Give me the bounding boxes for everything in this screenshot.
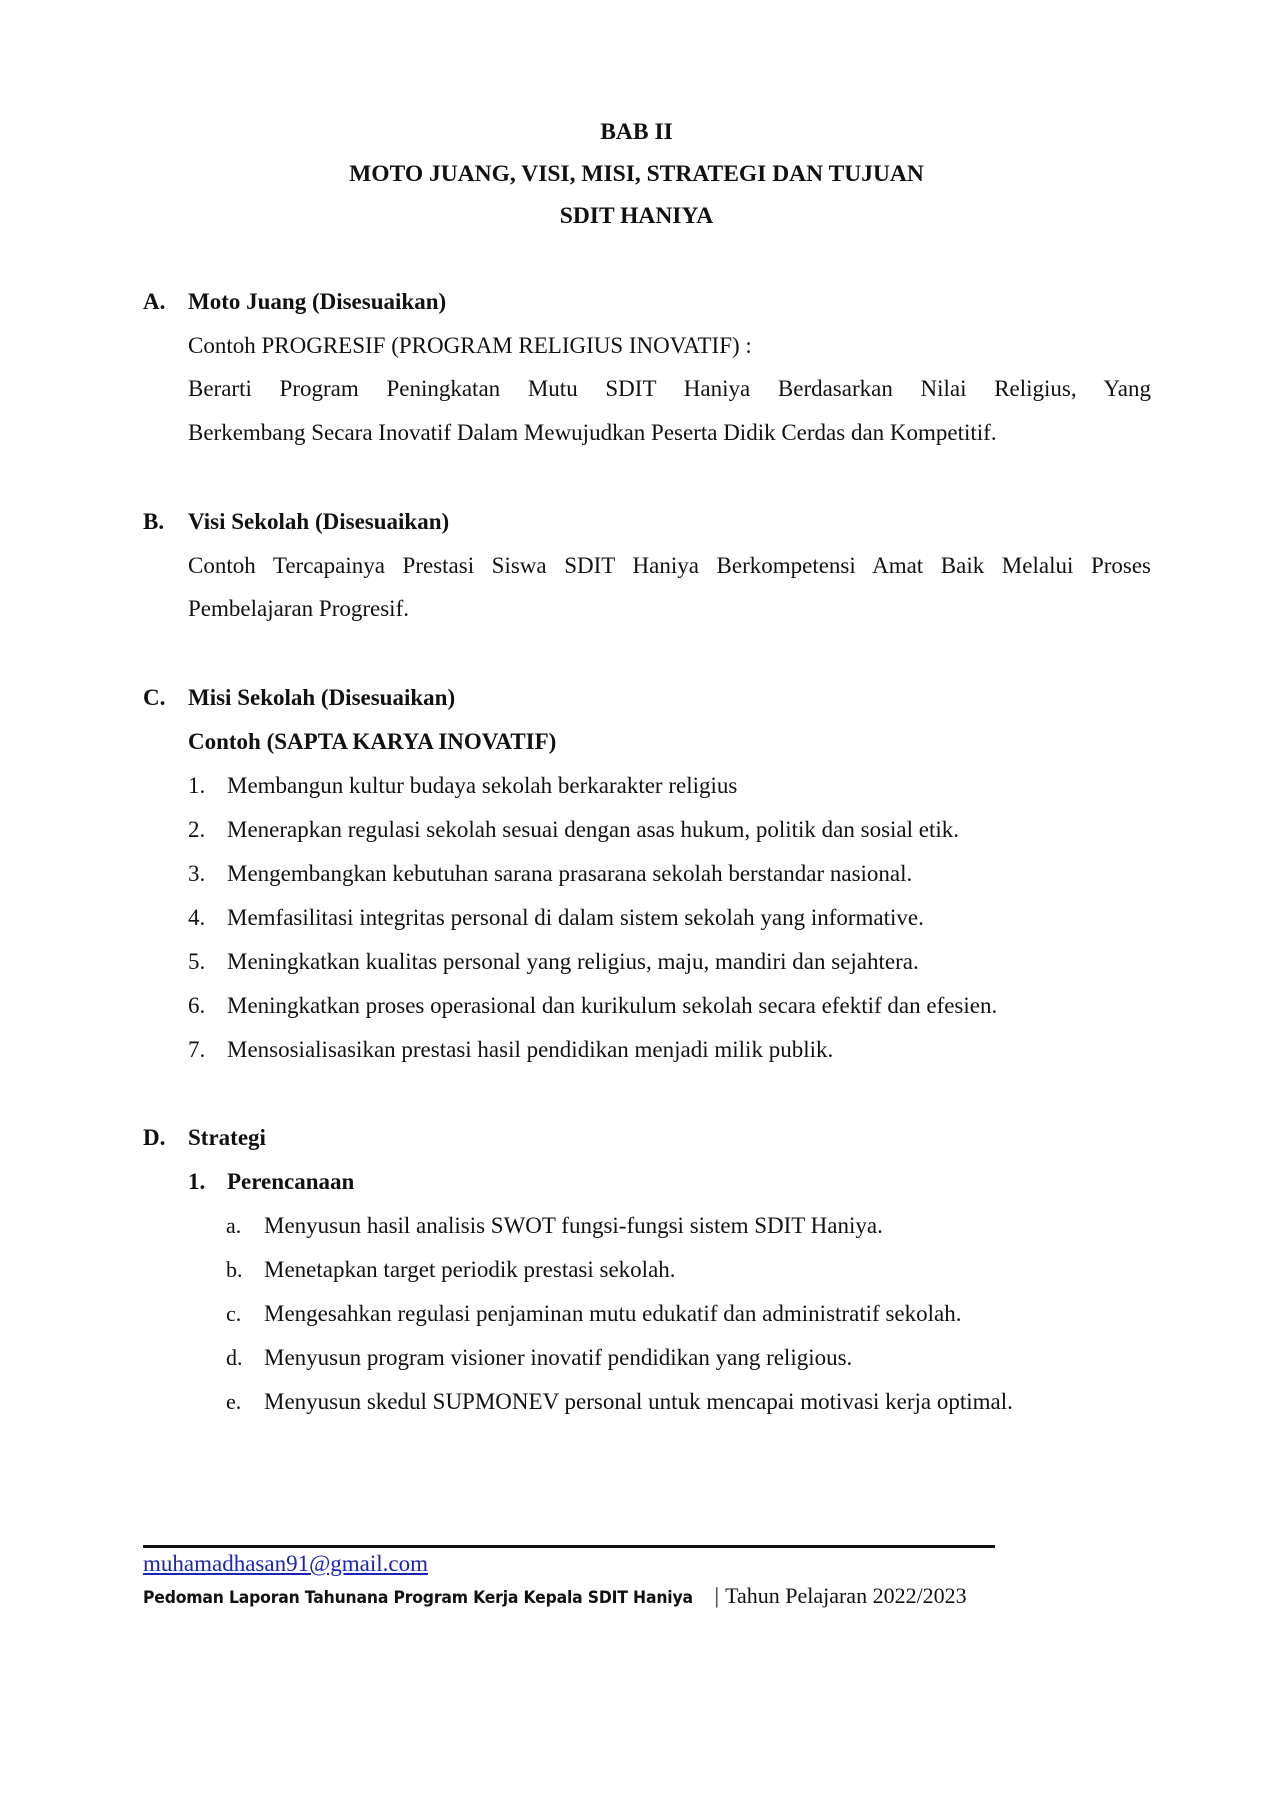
section-a-letter: A.: [143, 289, 166, 314]
strategy-letter: c.: [226, 1301, 242, 1326]
mission-number: 5.: [188, 949, 206, 974]
footer-text: [143, 1582, 967, 1612]
strategy-item: Menyusun hasil analisis SWOT fungsi-fungsi sistem SDIT Haniya.: [264, 1213, 883, 1238]
footer-separator: |: [714, 1583, 720, 1608]
chapter-title: MOTO JUANG, VISI, MISI, STRATEGI DAN TUJUAN: [349, 161, 924, 187]
mission-item: Memfasilitasi integritas personal di dalam sistem sekolah yang informative.: [227, 905, 924, 930]
section-a-line-1: Contoh PROGRESIF (PROGRAM RELIGIUS INOVATIF) :: [188, 333, 752, 358]
strategy-letter: e.: [226, 1389, 242, 1414]
mission-item: Mensosialisasikan prestasi hasil pendidikan menjadi milik publik.: [227, 1037, 834, 1062]
mission-item: Menerapkan regulasi sekolah sesuai dengan asas hukum, politik dan sosial etik.: [227, 817, 959, 842]
strategy-letter: a.: [226, 1213, 242, 1238]
strategy-item: Menetapkan target periodik prestasi sekolah.: [264, 1257, 676, 1282]
mission-number: 6.: [188, 993, 206, 1018]
strategy-letter: b.: [226, 1257, 243, 1282]
mission-item: Mengembangkan kebutuhan sarana prasarana sekolah berstandar nasional.: [227, 861, 913, 886]
strategy-item: Mengesahkan regulasi penjaminan mutu edukatif dan administratif sekolah.: [264, 1301, 962, 1326]
section-b-letter: B.: [143, 509, 165, 534]
mission-number: 1.: [188, 773, 206, 798]
strategy-item: Menyusun program visioner inovatif pendidikan yang religious.: [264, 1345, 853, 1370]
section-d-letter: D.: [143, 1125, 166, 1150]
mission-number: 4.: [188, 905, 206, 930]
footer-doc-title: Pedoman Laporan Tahunana Program Kerja Kepala SDIT Haniya: [143, 1588, 693, 1608]
school-name: SDIT HANIYA: [559, 203, 714, 229]
section-d-title: Strategi: [188, 1125, 266, 1150]
section-b-line-1: Contoh Tercapainya Prestasi Siswa SDIT Haniya Berkompetensi Amat Baik Melalui Proses: [188, 553, 1151, 578]
footer-email-link[interactable]: muhamadhasan91@gmail.com: [143, 1551, 428, 1576]
section-a-title: Moto Juang (Disesuaikan): [188, 289, 447, 314]
strategy-letter: d.: [226, 1345, 243, 1370]
footer-year: Tahun Pelajaran 2022/2023: [725, 1583, 967, 1608]
section-b-line-2: Pembelajaran Progresif.: [188, 596, 409, 621]
mission-number: 2.: [188, 817, 206, 842]
section-b-title: Visi Sekolah (Disesuaikan): [188, 509, 450, 534]
strategy-sub-title: Perencanaan: [227, 1169, 355, 1194]
chapter-label: BAB II: [600, 119, 673, 145]
strategy-sub-number: 1.: [188, 1169, 206, 1194]
mission-number: 7.: [188, 1037, 206, 1062]
section-c-letter: C.: [143, 685, 166, 710]
mission-item: Membangun kultur budaya sekolah berkarakter religius: [227, 773, 738, 798]
section-a-line-3: Berkembang Secara Inovatif Dalam Mewujudkan Peserta Didik Cerdas dan Kompetitif.: [188, 420, 997, 445]
mission-item: Meningkatkan kualitas personal yang religius, maju, mandiri dan sejahtera.: [227, 949, 919, 974]
section-c-title: Misi Sekolah (Disesuaikan): [188, 685, 456, 710]
section-c-subtitle: Contoh (SAPTA KARYA INOVATIF): [188, 729, 557, 754]
mission-item: Meningkatkan proses operasional dan kurikulum sekolah secara efektif dan efesien.: [227, 993, 998, 1018]
mission-number: 3.: [188, 861, 206, 886]
footer-divider: [143, 1545, 995, 1548]
strategy-item: Menyusun skedul SUPMONEV personal untuk mencapai motivasi kerja optimal.: [264, 1389, 1013, 1414]
section-a-line-2: Berarti Program Peningkatan Mutu SDIT Haniya Berdasarkan Nilai Religius, Yang: [188, 376, 1151, 401]
